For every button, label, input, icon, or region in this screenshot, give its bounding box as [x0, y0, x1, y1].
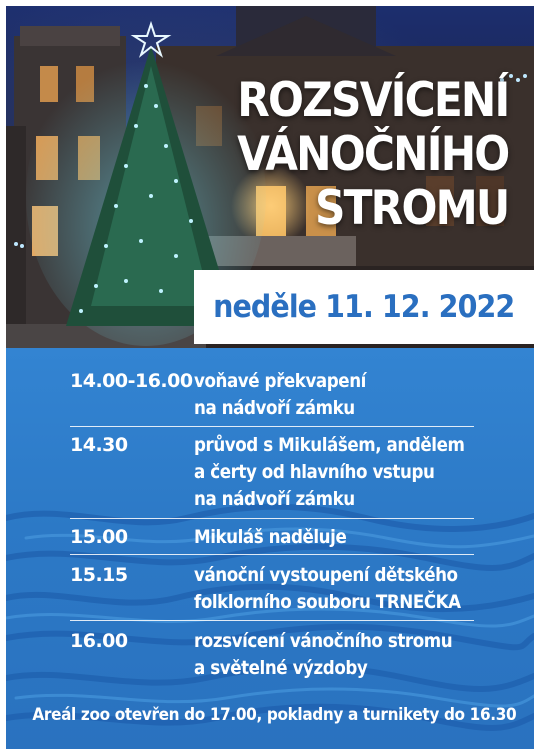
footer-note: Areál zoo otevřen do 17.00, pokladny a turnikety do 16.30 — [32, 705, 517, 725]
schedule-line: na nádvoří zámku — [194, 488, 355, 510]
schedule-line: voňavé překvapení — [194, 370, 366, 392]
schedule-row — [70, 432, 474, 519]
schedule-line: průvod s Mikulášem, andělem — [194, 434, 465, 456]
schedule-description — [194, 432, 464, 513]
schedule-line: na nádvoří zámku — [194, 397, 355, 419]
schedule-line: a čerty od hlavního vstupu — [194, 461, 435, 483]
castle-tree-photo — [6, 6, 534, 348]
title-line: VÁNOČNÍHO — [236, 127, 508, 182]
schedule-row — [70, 524, 474, 555]
event-date: neděle 11. 12. 2022 — [213, 289, 515, 325]
poster — [6, 6, 534, 749]
schedule-line: a světelné výzdoby — [194, 657, 368, 679]
schedule-line: vánoční vystoupení dětského — [194, 564, 458, 586]
schedule-line: folklorního souboru TRNEČKA — [194, 591, 461, 613]
schedule-row — [70, 368, 474, 427]
schedule-description — [194, 628, 452, 682]
title-line: ROZSVÍCENÍ — [236, 73, 508, 128]
schedule-line: rozsvícení vánočního stromu — [194, 630, 453, 652]
schedule-time: 15.15 — [70, 564, 128, 586]
event-title — [237, 74, 508, 236]
schedule-time: 15.00 — [70, 526, 128, 548]
schedule-description — [194, 524, 346, 551]
schedule-line: Mikuláš naděluje — [194, 526, 347, 548]
date-box — [194, 270, 534, 344]
schedule-section — [6, 348, 534, 749]
schedule-row — [70, 562, 474, 621]
schedule-description — [194, 368, 366, 422]
schedule-time: 16.00 — [70, 630, 128, 652]
title-line: STROMU — [314, 181, 508, 236]
schedule-description — [194, 562, 461, 616]
schedule-time: 14.00-16.00 — [70, 370, 193, 392]
schedule-row — [70, 628, 474, 686]
schedule-time: 14.30 — [70, 434, 128, 456]
